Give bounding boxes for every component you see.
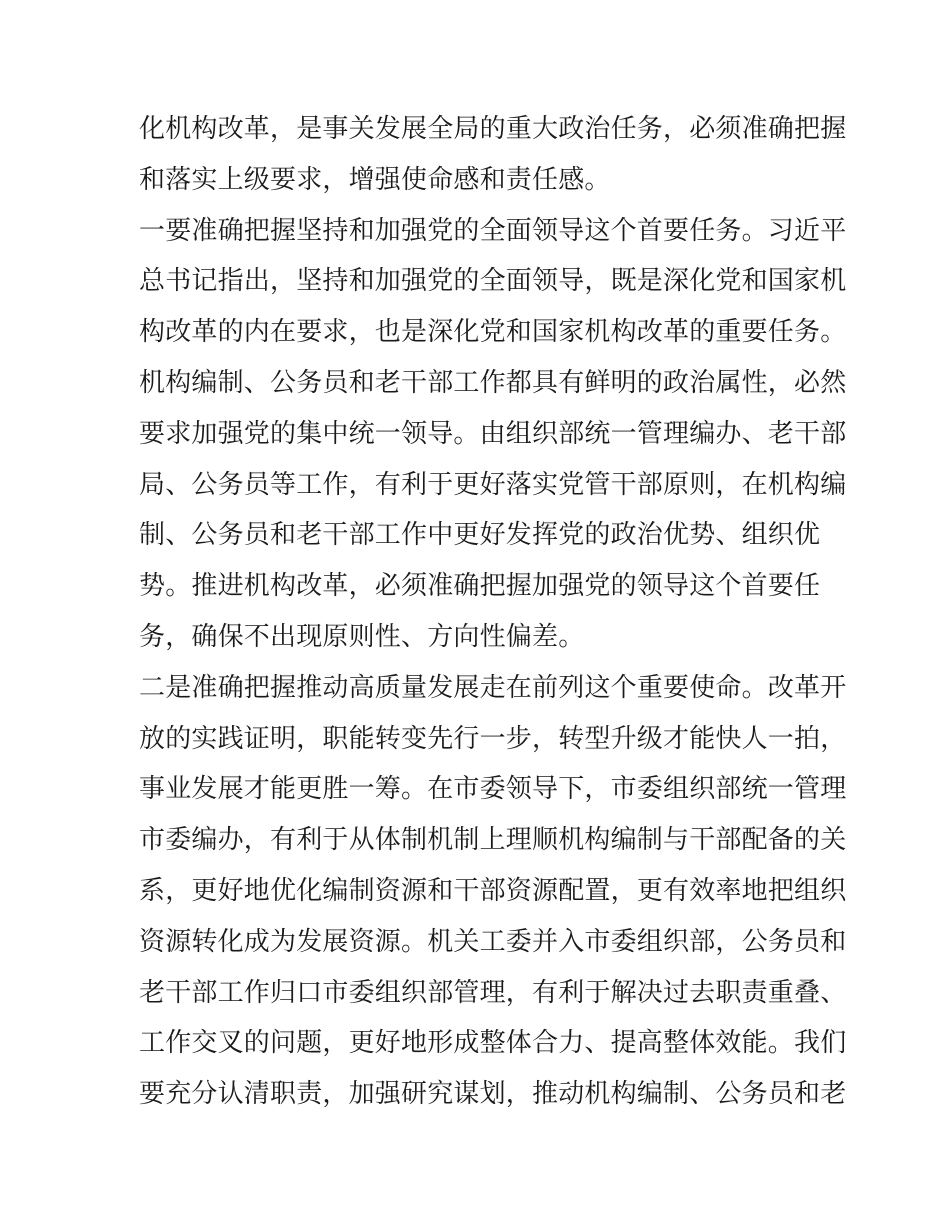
text-line: 资源转化成为发展资源。机关工委并入市委组织部，公务员和 [139,926,847,957]
text-line: 化机构改革，是事关发展全局的重大政治任务，必须准确把握 [139,114,847,144]
text-line: 制、公务员和老干部工作中更好发挥党的政治优势、组织优 [139,520,821,551]
text-line: 构改革的内在要求，也是深化党和国家机构改革的重要任务。 [139,317,847,348]
text-line: 工作交叉的问题，更好地形成整体合力、提高整体效能。我们 [139,1028,847,1059]
text-line: 二是准确把握推动高质量发展走在前列这个重要使命。改革开 [139,672,847,703]
text-line: 老干部工作归口市委组织部管理，有利于解决过去职责重叠、 [139,977,847,1008]
body-text [139,104,847,1120]
text-line: 一要准确把握坚持和加强党的全面领导这个首要任务。习近平 [139,215,847,246]
text-line: 系，更好地优化编制资源和干部资源配置，更有效率地把组织 [139,875,847,906]
text-line: 势。推进机构改革，必须准确把握加强党的领导这个首要任 [139,571,821,602]
text-line: 市委编办，有利于从体制机制上理顺机构编制与干部配备的关 [139,825,847,856]
text-line: 和落实上级要求，增强使命感和责任感。 [139,164,611,195]
text-line: 局、公务员等工作，有利于更好落实党管干部原则，在机构编 [139,469,847,500]
text-line: 放的实践证明，职能转变先行一步，转型升级才能快人一拍， [139,723,847,754]
text-line: 事业发展才能更胜一筹。在市委领导下，市委组织部统一管理 [139,774,847,805]
text-line: 务，确保不出现原则性、方向性偏差。 [139,621,585,652]
text-line: 要求加强党的集中统一领导。由组织部统一管理编办、老干部 [139,418,847,449]
text-line: 总书记指出，坚持和加强党的全面领导，既是深化党和国家机 [139,266,847,297]
text-line: 机构编制、公务员和老干部工作都具有鲜明的政治属性，必然 [139,367,847,398]
text-line: 要充分认清职责，加强研究谋划，推动机构编制、公务员和老 [139,1079,847,1110]
